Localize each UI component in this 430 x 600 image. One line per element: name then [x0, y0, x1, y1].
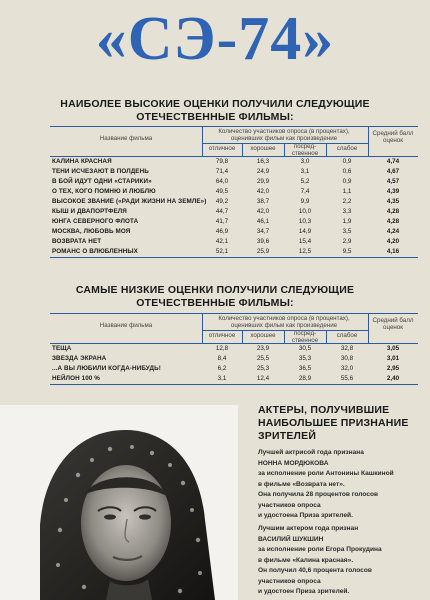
- header-weak: слабое: [336, 145, 358, 152]
- actress-line: Она получила 28 процентов голосов: [258, 491, 379, 498]
- cell-weak: 9,5: [342, 248, 352, 255]
- cell-avg: 4,28: [386, 218, 400, 225]
- film-title: РОМАНС О ВЛЮБЛЕННЫХ: [52, 248, 138, 255]
- cell-good: 12,4: [256, 375, 270, 382]
- cell-avg: 4,20: [386, 238, 400, 245]
- cell-excellent: 12,8: [215, 345, 229, 352]
- cell-mediocre: 28,9: [298, 375, 312, 382]
- cell-excellent: 49,5: [215, 188, 229, 195]
- cell-avg: 4,74: [386, 158, 400, 165]
- actress-portrait-photo: [0, 405, 238, 600]
- cell-excellent: 8,4: [217, 355, 227, 362]
- cell-weak: 1,9: [342, 218, 352, 225]
- cell-avg: 4,28: [386, 208, 400, 215]
- film-title: ЗВЕЗДА ЭКРАНА: [52, 355, 107, 362]
- top-heading-line-2: ОТЕЧЕСТВЕННЫЕ ФИЛЬМЫ:: [136, 111, 294, 123]
- header-mediocre: посред-ственное: [291, 143, 319, 157]
- actors-heading-line-2: НАИБОЛЬШЕЕ ПРИЗНАНИЕ: [258, 417, 409, 429]
- table-row: [50, 197, 418, 207]
- cell-mediocre: 3,0: [300, 158, 310, 165]
- actress-line: участников опроса: [258, 501, 321, 509]
- cell-good: 29,9: [256, 178, 270, 185]
- cell-mediocre: 10,0: [298, 208, 312, 215]
- cell-excellent: 42,1: [215, 238, 229, 245]
- actor-line: Лучшим актером года признан: [258, 525, 359, 532]
- film-title: ВОЗВРАТА НЕТ: [52, 238, 102, 245]
- actress-line: Лучшей актрисой года признана: [258, 449, 364, 456]
- table-row: [50, 374, 418, 384]
- cell-weak: 0,9: [342, 158, 352, 165]
- header-group: Количество участников опроса (в процентах), оценивших фильм как произведение: [218, 315, 350, 329]
- cell-good: 34,7: [256, 228, 270, 235]
- cell-avg: 3,01: [386, 355, 400, 362]
- cell-good: 38,7: [256, 198, 270, 205]
- bottom-heading-line-2: ОТЕЧЕСТВЕННЫЕ ФИЛЬМЫ:: [136, 297, 294, 309]
- cell-mediocre: 9,9: [300, 198, 310, 205]
- masthead-title: «СЭ-74»: [95, 5, 335, 73]
- cell-mediocre: 36,5: [298, 365, 312, 372]
- cell-mediocre: 7,4: [300, 188, 310, 195]
- film-title: В БОЙ ИДУТ ОДНИ «СТАРИКИ»: [52, 178, 152, 185]
- top-ratings-table: [50, 126, 418, 258]
- film-title: КЫШ И ДВАПОРТФЕЛЯ: [52, 208, 127, 215]
- actor-line: за исполнение роли Егора Прокудина: [258, 546, 382, 553]
- cell-good: 24,9: [256, 168, 270, 175]
- table-row: [50, 187, 418, 197]
- header-average: Средний балл оценок: [372, 130, 414, 144]
- cell-mediocre: 35,3: [298, 355, 312, 362]
- cell-weak: 32,8: [340, 345, 354, 352]
- table-row: [50, 247, 418, 257]
- cell-mediocre: 3,1: [300, 168, 310, 175]
- top-heading-line-1: НАИБОЛЕЕ ВЫСОКИЕ ОЦЕНКИ ПОЛУЧИЛИ СЛЕДУЮЩИЕ: [60, 98, 370, 110]
- film-title: ЮНГА СЕВЕРНОГО ФЛОТА: [52, 218, 139, 225]
- cell-excellent: 46,9: [215, 228, 229, 235]
- cell-weak: 2,9: [342, 238, 352, 245]
- actors-heading: [258, 404, 428, 443]
- portrait-illustration: [0, 405, 238, 600]
- film-title: КАЛИНА КРАСНАЯ: [52, 158, 112, 165]
- header-good: хорошее: [250, 332, 276, 339]
- cell-weak: 0,9: [342, 178, 352, 185]
- header-excellent: отличное: [208, 332, 236, 339]
- cell-avg: 4,24: [386, 228, 400, 235]
- cell-excellent: 49,2: [215, 198, 229, 205]
- cell-mediocre: 5,2: [300, 178, 310, 185]
- table-row: [50, 177, 418, 187]
- table-row: [50, 217, 418, 227]
- cell-good: 16,3: [256, 158, 270, 165]
- cell-avg: 4,67: [386, 168, 400, 175]
- film-title: НЕЙЛОН 100 %: [52, 375, 100, 382]
- film-title: О ТЕХ, КОГО ПОМНЮ И ЛЮБЛЮ: [52, 188, 156, 195]
- cell-avg: 4,39: [386, 188, 400, 195]
- cell-avg: 4,35: [386, 198, 400, 205]
- actor-line: Он получил 40,6 процента голосов: [258, 567, 372, 574]
- top-section-heading: [40, 98, 390, 124]
- table-row: [50, 354, 418, 364]
- actress-line: и удостоена Приза зрителей.: [258, 512, 353, 519]
- actor-award-text: [258, 524, 426, 598]
- cell-good: 25,3: [256, 365, 270, 372]
- cell-avg: 3,05: [386, 345, 400, 352]
- cell-good: 46,1: [256, 218, 270, 225]
- cell-weak: 3,3: [342, 208, 352, 215]
- header-weak: слабое: [336, 332, 358, 339]
- cell-weak: 0,6: [342, 168, 352, 175]
- header-excellent: отличное: [208, 145, 236, 152]
- cell-mediocre: 15,4: [298, 238, 312, 245]
- cell-mediocre: 30,5: [298, 345, 312, 352]
- actor-line: в фильме «Калина красная».: [258, 556, 354, 564]
- cell-excellent: 3,1: [217, 375, 227, 382]
- actress-line: НОННА МОРДЮКОВА: [258, 459, 329, 467]
- cell-mediocre: 12,5: [298, 248, 312, 255]
- cell-excellent: 71,4: [215, 168, 229, 175]
- film-title: ТЕЩА: [52, 345, 72, 352]
- table-row: [50, 167, 418, 177]
- cell-weak: 32,0: [340, 365, 354, 372]
- actress-award-text: [258, 448, 426, 522]
- cell-excellent: 64,0: [215, 178, 229, 185]
- table-row: [50, 364, 418, 374]
- cell-avg: 2,95: [386, 365, 400, 372]
- header-mediocre: посред-ственное: [291, 330, 319, 344]
- cell-weak: 30,8: [340, 355, 354, 362]
- cell-good: 23,9: [256, 345, 270, 352]
- actor-line: участников опроса: [258, 577, 321, 585]
- cell-weak: 55,6: [340, 375, 354, 382]
- cell-avg: 4,16: [386, 248, 400, 255]
- cell-weak: 3,5: [342, 228, 352, 235]
- header-film-name: Название фильма: [99, 322, 153, 329]
- table-header: [50, 127, 418, 157]
- cell-avg: 2,40: [386, 375, 400, 382]
- cell-good: 25,5: [256, 355, 270, 362]
- cell-excellent: 52,1: [215, 248, 229, 255]
- header-good: хорошее: [250, 145, 276, 152]
- cell-weak: 2,2: [342, 198, 352, 205]
- header-group: Количество участников опроса (в процентах), оценивших фильм как произведение: [218, 128, 350, 142]
- table-row: [50, 157, 418, 167]
- bottom-section-heading: [40, 284, 390, 310]
- table-header: [50, 314, 418, 344]
- cell-excellent: 44,7: [215, 208, 229, 215]
- film-title: МОСКВА, ЛЮБОВЬ МОЯ: [52, 228, 131, 235]
- header-film-name: Название фильма: [99, 135, 153, 142]
- cell-excellent: 79,8: [215, 158, 229, 165]
- film-title: ТЕНИ ИСЧЕЗАЮТ В ПОЛДЕНЬ: [52, 168, 149, 175]
- table-row: [50, 207, 418, 217]
- cell-good: 42,0: [256, 188, 270, 195]
- table-row: [50, 344, 418, 354]
- cell-weak: 1,1: [342, 188, 352, 195]
- actor-line: и удостоен Приза зрителей.: [258, 588, 350, 595]
- table-row: [50, 237, 418, 247]
- cell-avg: 4,57: [386, 178, 400, 185]
- cell-good: 42,0: [256, 208, 270, 215]
- header-average: Средний балл оценок: [372, 317, 414, 331]
- cell-excellent: 6,2: [217, 365, 227, 372]
- actress-line: за исполнение роли Антонины Кашкиной: [258, 470, 394, 477]
- actress-line: в фильме «Возврата нет».: [258, 480, 345, 488]
- actors-heading-line-3: ЗРИТЕЛЕЙ: [258, 430, 317, 442]
- film-title: ...А ВЫ ЛЮБИЛИ КОГДА-НИБУДЬ!: [52, 365, 161, 372]
- film-title: ВЫСОКОЕ ЗВАНИЕ («РАДИ ЖИЗНИ НА ЗЕМЛЕ»): [52, 198, 207, 205]
- table-body: [50, 344, 418, 384]
- cell-mediocre: 10,3: [298, 218, 312, 225]
- cell-good: 39,6: [256, 238, 270, 245]
- table-body: [50, 157, 418, 257]
- actor-line: ВАСИЛИЙ ШУКШИН: [258, 535, 324, 543]
- cell-good: 25,9: [256, 248, 270, 255]
- cell-mediocre: 14,9: [298, 228, 312, 235]
- table-row: [50, 227, 418, 237]
- bottom-heading-line-1: САМЫЕ НИЗКИЕ ОЦЕНКИ ПОЛУЧИЛИ СЛЕДУЮЩИЕ: [75, 284, 355, 296]
- actors-heading-line-1: АКТЕРЫ, ПОЛУЧИВШИЕ: [258, 404, 390, 416]
- cell-excellent: 41,7: [215, 218, 229, 225]
- bottom-ratings-table: [50, 313, 418, 385]
